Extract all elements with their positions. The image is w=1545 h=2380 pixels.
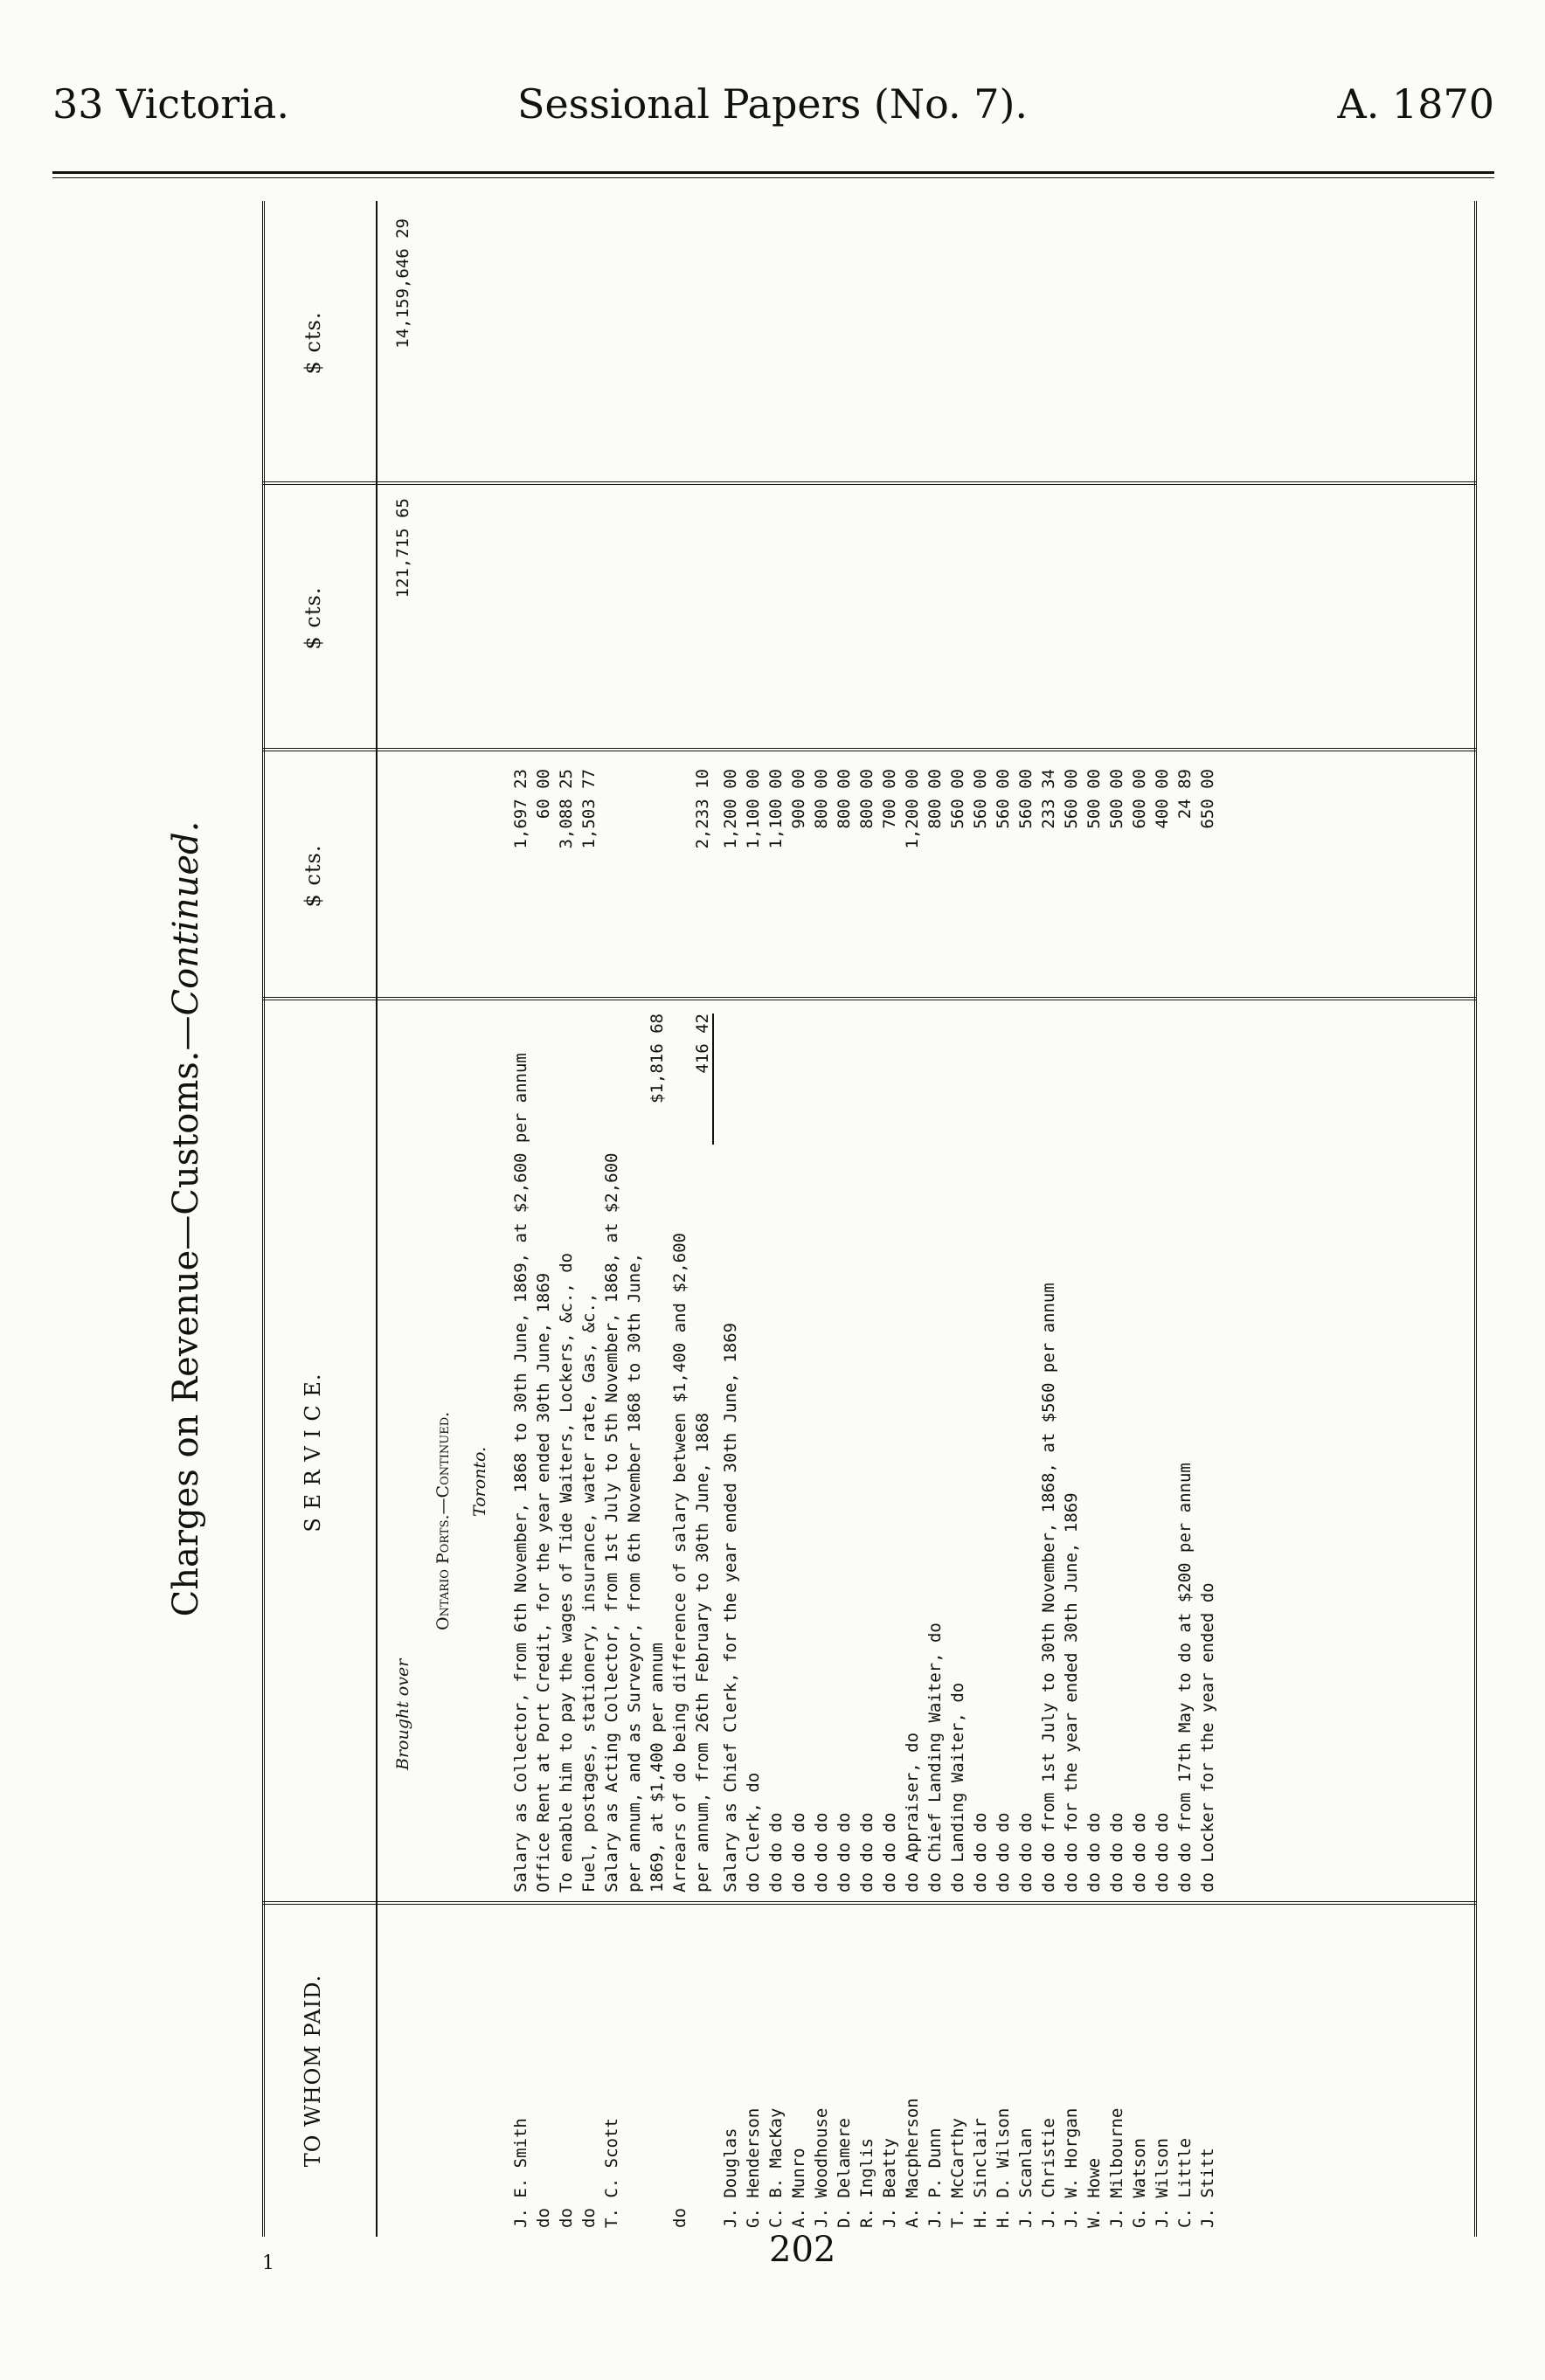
table-row xyxy=(880,201,903,2237)
amount: 1,100 00 xyxy=(744,769,763,849)
payee-name: J. E. Smith xyxy=(511,2118,530,2228)
service-text: do do do xyxy=(1130,1812,1149,1892)
service-text: do do do xyxy=(1016,1812,1036,1892)
table-row xyxy=(1084,201,1107,2237)
service-text: Salary as Chief Clerk, for the year ended 30th June, 1869 xyxy=(721,1322,740,1892)
service-text: do do do xyxy=(1084,1812,1104,1892)
rotated-table xyxy=(166,201,1477,2237)
payee-name: J. Wilson xyxy=(1153,2138,1172,2228)
header-total: $ cts. xyxy=(301,311,325,375)
payee-name: J. Beatty xyxy=(880,2138,899,2228)
service-text: do do do xyxy=(971,1812,990,1892)
amount: 650 00 xyxy=(1198,769,1217,829)
amount: 400 00 xyxy=(1153,769,1172,829)
table-row xyxy=(925,201,948,2237)
table-row xyxy=(903,201,925,2237)
page-header-right: A. 1870 xyxy=(1337,80,1494,128)
service-text: Fuel, postages, stationery, insurance, water rate, Gas, &c., xyxy=(579,1292,599,1892)
amount: 500 00 xyxy=(1084,769,1104,829)
payee-name: H. Sinclair xyxy=(971,2118,990,2228)
amount: 800 00 xyxy=(812,769,831,829)
table-row xyxy=(579,201,602,2237)
amount: 560 00 xyxy=(1016,769,1036,829)
table-row xyxy=(971,201,994,2237)
table-row xyxy=(557,201,579,2237)
payee-name: T. C. Scott xyxy=(602,2118,621,2228)
table-row xyxy=(1130,201,1153,2237)
table-row xyxy=(835,201,857,2237)
payee-name: W. Howe xyxy=(1084,2157,1104,2228)
payee-name: J. Douglas xyxy=(721,2127,740,2228)
service-text: do do do xyxy=(1153,1812,1172,1892)
table-row xyxy=(789,201,812,2237)
payee-name: D. Delamere xyxy=(835,2118,854,2228)
amount: 560 00 xyxy=(994,769,1013,829)
amount: 800 00 xyxy=(925,769,945,829)
service-text: per annum, and as Surveyor, from 6th November 1868 to 30th June, xyxy=(625,1252,644,1892)
table-row xyxy=(1153,201,1175,2237)
header-rule-thin xyxy=(52,177,1494,178)
service-text: do Chief Landing Waiter, do xyxy=(925,1622,945,1892)
amount: 800 00 xyxy=(857,769,876,829)
inline-amount: 416 42 xyxy=(693,1014,714,1145)
header-service: S E R V I C E. xyxy=(301,1373,325,1532)
page-header-center: Sessional Papers (No. 7). xyxy=(516,80,1029,128)
service-text: per annum, from 26th February to 30th June, 1868 xyxy=(693,1412,712,1892)
payee-name: R. Inglis xyxy=(857,2138,876,2228)
table-row xyxy=(1062,201,1084,2237)
service-text: do Appraiser, do xyxy=(903,1732,922,1892)
amount: 24 89 xyxy=(1175,769,1195,820)
service-text: Office Rent at Port Credit, for the year ended 30th June, 1869 xyxy=(534,1272,553,1892)
amount: 1,503 77 xyxy=(579,769,599,849)
payee-name: C. Little xyxy=(1175,2138,1195,2228)
table-row xyxy=(1198,201,1221,2237)
brought-over-total: 14,159,646 29 xyxy=(393,218,412,349)
amount: 500 00 xyxy=(1107,769,1126,829)
table-row xyxy=(602,201,625,2237)
table-title xyxy=(166,201,206,2237)
payee-name: T. McCarthy xyxy=(948,2118,967,2228)
service-text: do do do xyxy=(766,1812,786,1892)
payee-name: G. Watson xyxy=(1130,2138,1149,2228)
table-row xyxy=(693,201,716,2237)
service-text: do do from 1st July to 30th November, 1868, at $560 per annum xyxy=(1039,1283,1058,1892)
brought-over-row xyxy=(393,201,416,2237)
payee-name: do xyxy=(670,2208,689,2228)
payee-name: A. Munro xyxy=(789,2148,808,2228)
table-row xyxy=(534,201,557,2237)
service-text: do do do xyxy=(1107,1812,1126,1892)
service-text: do Clerk, do xyxy=(744,1772,763,1892)
payee-name: do xyxy=(579,2208,599,2228)
service-text: To enable him to pay the wages of Tide Waiters, Lockers, &c., do xyxy=(557,1252,576,1892)
service-text: Salary as Collector, from 6th November, 1868 to 30th June, 1869, at $2,600 per annum xyxy=(511,1053,530,1892)
payee-name: J. Scanlan xyxy=(1016,2127,1036,2228)
service-text: do do do xyxy=(812,1812,831,1892)
payee-name: A. Macpherson xyxy=(903,2098,922,2228)
table-row xyxy=(994,201,1016,2237)
subsection-heading: Toronto. xyxy=(470,1446,489,1517)
table-row xyxy=(721,201,744,2237)
table-row xyxy=(648,201,670,2237)
table-row xyxy=(1107,201,1130,2237)
amount: 233 34 xyxy=(1039,769,1058,829)
payee-name: J. Christie xyxy=(1039,2118,1058,2228)
header-rule xyxy=(52,171,1494,174)
section-row xyxy=(433,201,456,2237)
section-heading: Ontario Ports.—Continued. xyxy=(433,1411,453,1630)
table-row xyxy=(857,201,880,2237)
header-divider xyxy=(376,201,378,2237)
amount: 560 00 xyxy=(971,769,990,829)
amount: 560 00 xyxy=(948,769,967,829)
amount: 600 00 xyxy=(1130,769,1149,829)
service-text: do Landing Waiter, do xyxy=(948,1682,967,1892)
service-text: do do for the year ended 30th June, 1869 xyxy=(1062,1492,1081,1892)
table-row xyxy=(1016,201,1039,2237)
service-text: do do from 17th May to do at $200 per annum xyxy=(1175,1463,1195,1892)
table-row xyxy=(511,201,534,2237)
brought-over-subtotal: 121,715 65 xyxy=(393,498,412,598)
payee-name: do xyxy=(557,2208,576,2228)
table-row xyxy=(1175,201,1198,2237)
service-text: do do do xyxy=(857,1812,876,1892)
table-row xyxy=(812,201,835,2237)
service-text: do do do xyxy=(994,1812,1013,1892)
table-title-main: Charges on Revenue—Customs.— xyxy=(166,1015,206,1617)
table-row xyxy=(744,201,766,2237)
amount: 1,200 00 xyxy=(903,769,922,849)
margin-marker: 1 xyxy=(262,2252,274,2274)
amount: 1,200 00 xyxy=(721,769,740,849)
payee-name: do xyxy=(534,2208,553,2228)
amount: 60 00 xyxy=(534,769,553,820)
table-row xyxy=(1039,201,1062,2237)
payee-name: J. Stitt xyxy=(1198,2148,1217,2228)
payee-name: J. P. Dunn xyxy=(925,2127,945,2228)
inline-amount: $1,816 68 xyxy=(648,1014,667,1104)
subsection-row xyxy=(470,201,493,2237)
payee-name: J. Milbourne xyxy=(1107,2107,1126,2228)
service-text: do do do xyxy=(835,1812,854,1892)
table-row xyxy=(766,201,789,2237)
amount: 1,100 00 xyxy=(766,769,786,849)
payee-name: J. W. Horgan xyxy=(1062,2107,1081,2228)
table-row xyxy=(670,201,693,2237)
amount: 3,088 25 xyxy=(557,769,576,849)
service-text: do do do xyxy=(880,1812,899,1892)
table-row xyxy=(625,201,648,2237)
table-row xyxy=(948,201,971,2237)
page-header-left: 33 Victoria. xyxy=(52,80,289,128)
header-to-whom-paid: TO WHOM PAID. xyxy=(301,1974,325,2168)
brought-over-label: Brought over xyxy=(393,1658,412,1770)
payee-name: G. Henderson xyxy=(744,2107,763,2228)
service-text: do do do xyxy=(789,1812,808,1892)
header-subtotal: $ cts. xyxy=(301,586,325,650)
amount: 700 00 xyxy=(880,769,899,829)
header-amount: $ cts. xyxy=(301,844,325,908)
page-number: 202 xyxy=(769,2230,836,2270)
service-text: Arrears of do being difference of salary between $1,400 and $2,600 xyxy=(670,1233,689,1892)
service-text: 1869, at $1,400 per annum xyxy=(648,1643,667,1892)
payee-name: J. Woodhouse xyxy=(812,2107,831,2228)
service-text: Salary as Acting Collector, from 1st July to 5th November, 1868, at $2,600 xyxy=(602,1152,621,1892)
amount: 800 00 xyxy=(835,769,854,829)
service-text: do Locker for the year ended do xyxy=(1198,1582,1217,1892)
amount: 2,233 10 xyxy=(693,769,712,849)
table-title-italic: Continued. xyxy=(166,820,206,1016)
amount: 900 00 xyxy=(789,769,808,829)
payee-name: C. B. MacKay xyxy=(766,2107,786,2228)
amount: 1,697 23 xyxy=(511,769,530,849)
amount: 560 00 xyxy=(1062,769,1081,829)
payee-name: H. D. Wilson xyxy=(994,2107,1013,2228)
